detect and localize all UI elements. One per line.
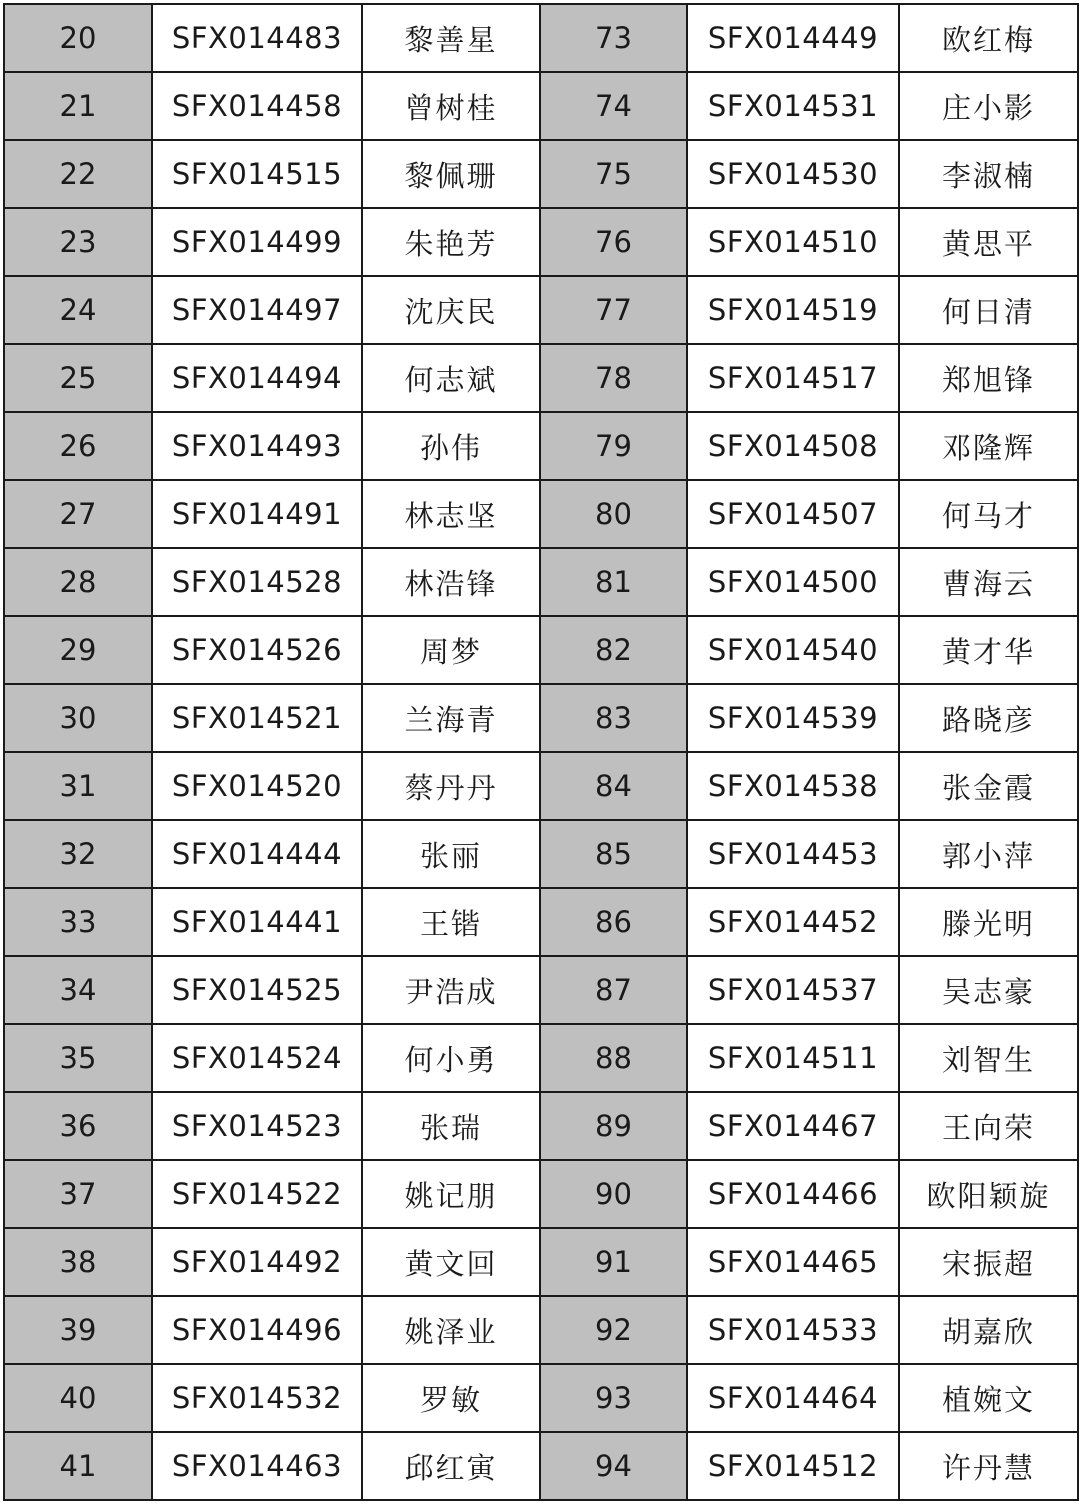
right-serial-number-cell: 80: [540, 480, 687, 548]
left-person-name-cell: 罗敏: [362, 1364, 540, 1432]
left-person-name-cell: 兰海青: [362, 684, 540, 752]
table-row: [4, 956, 1078, 1024]
right-serial-number-cell: 81: [540, 548, 687, 616]
left-registration-id-cell: SFX014497: [152, 276, 362, 344]
right-person-name-cell: 胡嘉欣: [899, 1296, 1078, 1364]
left-registration-id-cell: SFX014532: [152, 1364, 362, 1432]
table-row: [4, 1432, 1078, 1500]
right-serial-number-cell: 79: [540, 412, 687, 480]
right-serial-number-cell: 77: [540, 276, 687, 344]
right-registration-id-cell: SFX014519: [687, 276, 899, 344]
roster-table: [3, 3, 1079, 1501]
left-registration-id-cell: SFX014523: [152, 1092, 362, 1160]
right-person-name-cell: 郭小萍: [899, 820, 1078, 888]
left-serial-number-cell: 27: [4, 480, 152, 548]
table-row: [4, 820, 1078, 888]
table-row: [4, 4, 1078, 72]
right-person-name-cell: 王向荣: [899, 1092, 1078, 1160]
right-serial-number-cell: 88: [540, 1024, 687, 1092]
left-serial-number-cell: 21: [4, 72, 152, 140]
right-registration-id-cell: SFX014466: [687, 1160, 899, 1228]
table-row: [4, 548, 1078, 616]
left-person-name-cell: 周梦: [362, 616, 540, 684]
left-serial-number-cell: 26: [4, 412, 152, 480]
right-person-name-cell: 许丹慧: [899, 1432, 1078, 1500]
table-row: [4, 480, 1078, 548]
right-registration-id-cell: SFX014530: [687, 140, 899, 208]
left-serial-number-cell: 24: [4, 276, 152, 344]
right-person-name-cell: 庄小影: [899, 72, 1078, 140]
right-registration-id-cell: SFX014512: [687, 1432, 899, 1500]
right-person-name-cell: 宋振超: [899, 1228, 1078, 1296]
left-person-name-cell: 黄文回: [362, 1228, 540, 1296]
left-serial-number-cell: 40: [4, 1364, 152, 1432]
right-serial-number-cell: 87: [540, 956, 687, 1024]
right-registration-id-cell: SFX014531: [687, 72, 899, 140]
right-serial-number-cell: 82: [540, 616, 687, 684]
right-registration-id-cell: SFX014533: [687, 1296, 899, 1364]
right-serial-number-cell: 73: [540, 4, 687, 72]
left-person-name-cell: 朱艳芳: [362, 208, 540, 276]
right-serial-number-cell: 94: [540, 1432, 687, 1500]
table-row: [4, 1024, 1078, 1092]
right-serial-number-cell: 90: [540, 1160, 687, 1228]
right-registration-id-cell: SFX014510: [687, 208, 899, 276]
left-person-name-cell: 张瑞: [362, 1092, 540, 1160]
table-row: [4, 684, 1078, 752]
right-registration-id-cell: SFX014517: [687, 344, 899, 412]
right-registration-id-cell: SFX014453: [687, 820, 899, 888]
left-person-name-cell: 黎善星: [362, 4, 540, 72]
table-row: [4, 1364, 1078, 1432]
right-person-name-cell: 何日清: [899, 276, 1078, 344]
right-serial-number-cell: 76: [540, 208, 687, 276]
left-registration-id-cell: SFX014499: [152, 208, 362, 276]
right-person-name-cell: 郑旭锋: [899, 344, 1078, 412]
left-registration-id-cell: SFX014492: [152, 1228, 362, 1296]
left-person-name-cell: 何志斌: [362, 344, 540, 412]
right-registration-id-cell: SFX014452: [687, 888, 899, 956]
left-registration-id-cell: SFX014496: [152, 1296, 362, 1364]
right-serial-number-cell: 93: [540, 1364, 687, 1432]
left-registration-id-cell: SFX014526: [152, 616, 362, 684]
left-registration-id-cell: SFX014458: [152, 72, 362, 140]
table-row: [4, 888, 1078, 956]
right-registration-id-cell: SFX014539: [687, 684, 899, 752]
right-serial-number-cell: 78: [540, 344, 687, 412]
right-registration-id-cell: SFX014537: [687, 956, 899, 1024]
left-registration-id-cell: SFX014491: [152, 480, 362, 548]
left-person-name-cell: 张丽: [362, 820, 540, 888]
left-serial-number-cell: 35: [4, 1024, 152, 1092]
right-person-name-cell: 邓隆辉: [899, 412, 1078, 480]
left-registration-id-cell: SFX014521: [152, 684, 362, 752]
left-registration-id-cell: SFX014463: [152, 1432, 362, 1500]
roster-body: [4, 4, 1078, 1500]
right-serial-number-cell: 89: [540, 1092, 687, 1160]
right-serial-number-cell: 92: [540, 1296, 687, 1364]
right-person-name-cell: 植婉文: [899, 1364, 1078, 1432]
left-person-name-cell: 林志坚: [362, 480, 540, 548]
left-registration-id-cell: SFX014444: [152, 820, 362, 888]
left-serial-number-cell: 34: [4, 956, 152, 1024]
right-person-name-cell: 黄思平: [899, 208, 1078, 276]
left-person-name-cell: 曾树桂: [362, 72, 540, 140]
right-registration-id-cell: SFX014464: [687, 1364, 899, 1432]
right-person-name-cell: 李淑楠: [899, 140, 1078, 208]
table-row: [4, 752, 1078, 820]
left-person-name-cell: 孙伟: [362, 412, 540, 480]
right-person-name-cell: 何马才: [899, 480, 1078, 548]
left-serial-number-cell: 37: [4, 1160, 152, 1228]
left-serial-number-cell: 25: [4, 344, 152, 412]
table-row: [4, 616, 1078, 684]
right-serial-number-cell: 75: [540, 140, 687, 208]
right-person-name-cell: 欧阳颖旋: [899, 1160, 1078, 1228]
right-person-name-cell: 欧红梅: [899, 4, 1078, 72]
right-person-name-cell: 黄才华: [899, 616, 1078, 684]
right-registration-id-cell: SFX014540: [687, 616, 899, 684]
left-serial-number-cell: 29: [4, 616, 152, 684]
right-registration-id-cell: SFX014467: [687, 1092, 899, 1160]
table-row: [4, 1228, 1078, 1296]
left-serial-number-cell: 33: [4, 888, 152, 956]
left-person-name-cell: 尹浩成: [362, 956, 540, 1024]
table-row: [4, 208, 1078, 276]
left-serial-number-cell: 38: [4, 1228, 152, 1296]
right-person-name-cell: 张金霞: [899, 752, 1078, 820]
right-registration-id-cell: SFX014507: [687, 480, 899, 548]
right-registration-id-cell: SFX014500: [687, 548, 899, 616]
right-person-name-cell: 曹海云: [899, 548, 1078, 616]
left-registration-id-cell: SFX014441: [152, 888, 362, 956]
right-serial-number-cell: 91: [540, 1228, 687, 1296]
left-serial-number-cell: 22: [4, 140, 152, 208]
left-registration-id-cell: SFX014493: [152, 412, 362, 480]
left-serial-number-cell: 20: [4, 4, 152, 72]
right-serial-number-cell: 74: [540, 72, 687, 140]
left-serial-number-cell: 32: [4, 820, 152, 888]
left-registration-id-cell: SFX014483: [152, 4, 362, 72]
right-registration-id-cell: SFX014538: [687, 752, 899, 820]
left-person-name-cell: 姚记朋: [362, 1160, 540, 1228]
table-row: [4, 140, 1078, 208]
left-person-name-cell: 沈庆民: [362, 276, 540, 344]
right-registration-id-cell: SFX014449: [687, 4, 899, 72]
right-registration-id-cell: SFX014465: [687, 1228, 899, 1296]
table-row: [4, 72, 1078, 140]
left-person-name-cell: 蔡丹丹: [362, 752, 540, 820]
left-registration-id-cell: SFX014520: [152, 752, 362, 820]
left-registration-id-cell: SFX014528: [152, 548, 362, 616]
left-serial-number-cell: 41: [4, 1432, 152, 1500]
left-registration-id-cell: SFX014494: [152, 344, 362, 412]
left-serial-number-cell: 31: [4, 752, 152, 820]
table-row: [4, 1296, 1078, 1364]
table-row: [4, 1092, 1078, 1160]
right-person-name-cell: 刘智生: [899, 1024, 1078, 1092]
right-registration-id-cell: SFX014508: [687, 412, 899, 480]
left-serial-number-cell: 23: [4, 208, 152, 276]
right-registration-id-cell: SFX014511: [687, 1024, 899, 1092]
right-serial-number-cell: 86: [540, 888, 687, 956]
left-person-name-cell: 姚泽业: [362, 1296, 540, 1364]
table-row: [4, 1160, 1078, 1228]
left-person-name-cell: 林浩锋: [362, 548, 540, 616]
left-person-name-cell: 黎佩珊: [362, 140, 540, 208]
left-serial-number-cell: 39: [4, 1296, 152, 1364]
left-person-name-cell: 何小勇: [362, 1024, 540, 1092]
left-registration-id-cell: SFX014515: [152, 140, 362, 208]
right-serial-number-cell: 85: [540, 820, 687, 888]
left-serial-number-cell: 28: [4, 548, 152, 616]
left-registration-id-cell: SFX014522: [152, 1160, 362, 1228]
table-row: [4, 412, 1078, 480]
left-person-name-cell: 王锴: [362, 888, 540, 956]
left-serial-number-cell: 36: [4, 1092, 152, 1160]
left-registration-id-cell: SFX014525: [152, 956, 362, 1024]
right-person-name-cell: 滕光明: [899, 888, 1078, 956]
left-registration-id-cell: SFX014524: [152, 1024, 362, 1092]
table-row: [4, 276, 1078, 344]
right-serial-number-cell: 83: [540, 684, 687, 752]
right-person-name-cell: 路晓彦: [899, 684, 1078, 752]
right-person-name-cell: 吴志豪: [899, 956, 1078, 1024]
left-person-name-cell: 邱红寅: [362, 1432, 540, 1500]
right-serial-number-cell: 84: [540, 752, 687, 820]
left-serial-number-cell: 30: [4, 684, 152, 752]
table-row: [4, 344, 1078, 412]
